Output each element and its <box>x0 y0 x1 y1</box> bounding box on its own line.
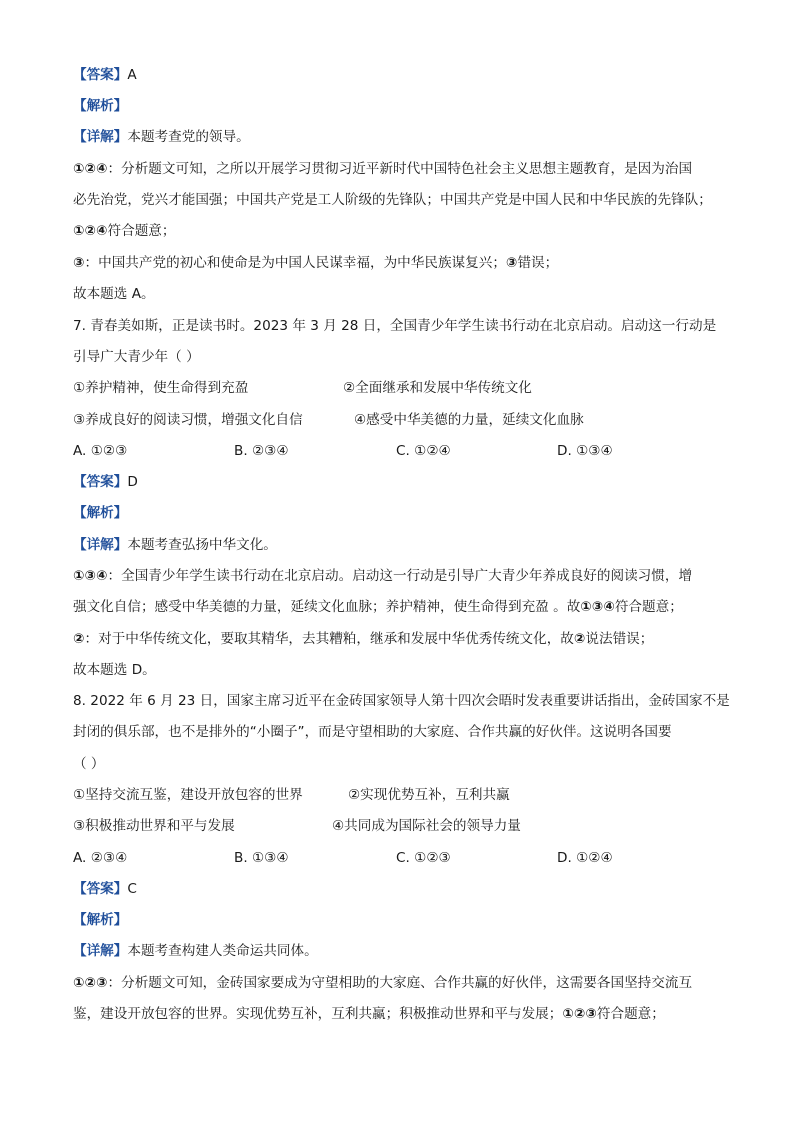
question-stem: 引导广大青少年（ ） <box>73 349 200 365</box>
paragraph-line: ①②④符合题意； <box>73 223 176 239</box>
analysis-tag: 【解析】 <box>73 505 128 521</box>
question-stem: 7. 青春美如斯，正是读书时。2023 年 3 月 28 日，全国青少年学生读书行动在北京启动。启动这一行动是 <box>73 318 717 334</box>
choice-option: C. ①②③ <box>396 850 451 866</box>
answer-tag: 【答案】 <box>73 881 128 897</box>
choice-option: A. ①②③ <box>73 443 128 459</box>
statement-item: ①养护精神，使生命得到充盈 <box>73 380 249 396</box>
paragraph-line: ①②③：分析题文可知，金砖国家要成为守望相助的大家庭、合作共赢的好伙伴，这需要各国坚持交流互 <box>73 975 693 991</box>
detail-text: 本题考查弘扬中华文化。 <box>127 537 277 553</box>
answer-value: C <box>127 881 137 897</box>
paragraph-line: 强文化自信；感受中华美德的力量，延续文化血脉；养护精神，使生命得到充盈 。故①③④符合题意； <box>73 599 683 615</box>
question-stem: 8. 2022 年 6 月 23 日，国家主席习近平在金砖国家领导人第十四次会晤时发表重要讲话指出，金砖国家不是 <box>73 693 730 709</box>
paragraph-line: 必先治党，党兴才能国强；中国共产党是工人阶级的先锋队；中国共产党是中国人民和中华民族的先锋队； <box>73 192 712 208</box>
answer-line <box>73 880 137 898</box>
statement-item: ②全面继承和发展中华传统文化 <box>343 380 532 396</box>
paragraph-line: ①②④：分析题文可知，之所以开展学习贯彻习近平新时代中国特色社会主义思想主题教育，是因为治国 <box>73 161 693 177</box>
statement-item: ③养成良好的阅读习惯，增强文化自信 <box>73 412 303 428</box>
choice-option: A. ②③④ <box>73 850 128 866</box>
paragraph-line: ②：对于中华传统文化，要取其精华，去其糟粕，继承和发展中华优秀传统文化，故②说法错误； <box>73 631 654 647</box>
answer-tag: 【答案】 <box>73 67 128 83</box>
detail-text: 本题考查构建人类命运共同体。 <box>127 943 318 959</box>
choice-option: B. ②③④ <box>234 443 289 459</box>
paragraph-line: ③：中国共产党的初心和使命是为中国人民谋幸福，为中华民族谋复兴；③错误； <box>73 255 559 271</box>
detail-tag: 【详解】 <box>73 943 128 959</box>
answer-line <box>73 473 138 491</box>
statement-item: ③积极推动世界和平与发展 <box>73 818 235 834</box>
choice-option: D. ①③④ <box>557 443 613 459</box>
detail-tag: 【详解】 <box>73 129 128 145</box>
answer-value: D <box>127 474 138 490</box>
statement-item: ④感受中华美德的力量，延续文化血脉 <box>354 412 584 428</box>
detail-line <box>73 942 318 960</box>
answer-value: A <box>127 67 137 83</box>
detail-text: 本题考查党的领导。 <box>127 129 250 145</box>
answer-tag: 【答案】 <box>73 474 128 490</box>
choice-option: C. ①②④ <box>396 443 451 459</box>
question-stem: 封闭的俱乐部，也不是排外的“小圈子”，而是守望相助的大家庭、合作共赢的好伙伴。这说明各国要 <box>73 724 672 740</box>
statement-item: ①坚持交流互鉴，建设开放包容的世界 <box>73 787 303 803</box>
detail-line <box>73 536 277 554</box>
choice-option: D. ①②④ <box>557 850 613 866</box>
analysis-tag: 【解析】 <box>73 912 128 928</box>
paragraph-line: 鉴，建设开放包容的世界。实现优势互补，互利共赢；积极推动世界和平与发展；①②③符合题意； <box>73 1006 665 1022</box>
answer-line <box>73 66 137 84</box>
statement-item: ②实现优势互补，互利共赢 <box>348 787 510 803</box>
choice-option: B. ①③④ <box>234 850 289 866</box>
paragraph-line: ①③④：全国青少年学生读书行动在北京启动。启动这一行动是引导广大青少年养成良好的阅读习惯，增 <box>73 568 693 584</box>
conclusion-line: 故本题选 D。 <box>73 662 156 678</box>
detail-tag: 【详解】 <box>73 537 128 553</box>
conclusion-line: 故本题选 A。 <box>73 286 155 302</box>
statement-item: ④共同成为国际社会的领导力量 <box>332 818 521 834</box>
analysis-tag: 【解析】 <box>73 98 128 114</box>
question-stem: （ ） <box>73 756 105 772</box>
detail-line <box>73 128 250 146</box>
